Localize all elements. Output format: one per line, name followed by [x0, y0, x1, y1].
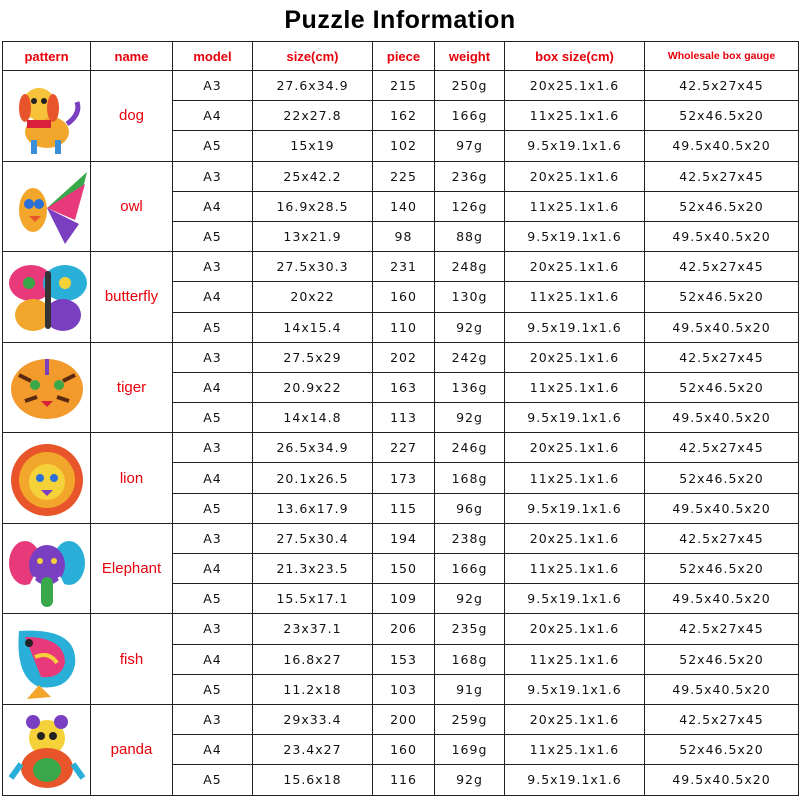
wholesale-gauge-cell: 52x46.5x20	[645, 372, 799, 402]
box-size-cell: 20x25.1x1.6	[505, 252, 645, 282]
pattern-cell	[3, 704, 91, 795]
model-cell: A5	[173, 493, 253, 523]
weight-cell: 248g	[435, 252, 505, 282]
wholesale-gauge-cell: 49.5x40.5x20	[645, 312, 799, 342]
box-size-cell: 9.5x19.1x1.6	[505, 674, 645, 704]
size-cell: 21.3x23.5	[253, 554, 373, 584]
weight-cell: 235g	[435, 614, 505, 644]
model-cell: A3	[173, 523, 253, 553]
weight-cell: 169g	[435, 735, 505, 765]
size-cell: 23x37.1	[253, 614, 373, 644]
size-cell: 15x19	[253, 131, 373, 161]
piece-cell: 173	[373, 463, 435, 493]
box-size-cell: 20x25.1x1.6	[505, 614, 645, 644]
box-size-cell: 9.5x19.1x1.6	[505, 493, 645, 523]
box-size-cell: 20x25.1x1.6	[505, 342, 645, 372]
wholesale-gauge-cell: 49.5x40.5x20	[645, 765, 799, 795]
page-title: Puzzle Information	[284, 6, 516, 34]
header-model: model	[173, 42, 253, 71]
box-size-cell: 11x25.1x1.6	[505, 372, 645, 402]
table-row	[3, 161, 799, 191]
box-size-cell: 11x25.1x1.6	[505, 554, 645, 584]
table-row	[3, 342, 799, 372]
model-cell: A4	[173, 101, 253, 131]
animal-name-cell: tiger	[91, 342, 173, 433]
wholesale-gauge-cell: 42.5x27x45	[645, 523, 799, 553]
animal-name-cell: lion	[91, 433, 173, 524]
header-pattern: pattern	[3, 42, 91, 71]
piece-cell: 200	[373, 704, 435, 734]
weight-cell: 130g	[435, 282, 505, 312]
wholesale-gauge-cell: 52x46.5x20	[645, 191, 799, 221]
size-cell: 16.8x27	[253, 644, 373, 674]
weight-cell: 246g	[435, 433, 505, 463]
puzzle-table	[2, 41, 799, 796]
model-cell: A4	[173, 735, 253, 765]
animal-name-cell: fish	[91, 614, 173, 705]
size-cell: 16.9x28.5	[253, 191, 373, 221]
model-cell: A3	[173, 614, 253, 644]
size-cell: 20.9x22	[253, 372, 373, 402]
wholesale-gauge-cell: 52x46.5x20	[645, 735, 799, 765]
piece-cell: 206	[373, 614, 435, 644]
butterfly-puzzle-icon	[5, 255, 89, 339]
model-cell: A3	[173, 71, 253, 101]
piece-cell: 231	[373, 252, 435, 282]
weight-cell: 242g	[435, 342, 505, 372]
pattern-cell	[3, 71, 91, 162]
header-box-size: box size(cm)	[505, 42, 645, 71]
weight-cell: 88g	[435, 221, 505, 251]
weight-cell: 168g	[435, 463, 505, 493]
elephant-puzzle-icon	[5, 527, 89, 611]
size-cell: 26.5x34.9	[253, 433, 373, 463]
size-cell: 15.5x17.1	[253, 584, 373, 614]
table-row	[3, 704, 799, 734]
table-row	[3, 252, 799, 282]
weight-cell: 97g	[435, 131, 505, 161]
piece-cell: 116	[373, 765, 435, 795]
weight-cell: 259g	[435, 704, 505, 734]
box-size-cell: 11x25.1x1.6	[505, 644, 645, 674]
model-cell: A5	[173, 674, 253, 704]
wholesale-gauge-cell: 52x46.5x20	[645, 282, 799, 312]
panda-puzzle-icon	[5, 708, 89, 792]
piece-cell: 202	[373, 342, 435, 372]
size-cell: 13.6x17.9	[253, 493, 373, 523]
model-cell: A3	[173, 342, 253, 372]
weight-cell: 92g	[435, 403, 505, 433]
pattern-cell	[3, 161, 91, 252]
box-size-cell: 20x25.1x1.6	[505, 704, 645, 734]
table-row	[3, 71, 799, 101]
box-size-cell: 20x25.1x1.6	[505, 161, 645, 191]
wholesale-gauge-cell: 42.5x27x45	[645, 614, 799, 644]
wholesale-gauge-cell: 49.5x40.5x20	[645, 221, 799, 251]
wholesale-gauge-cell: 52x46.5x20	[645, 554, 799, 584]
size-cell: 15.6x18	[253, 765, 373, 795]
piece-cell: 227	[373, 433, 435, 463]
piece-cell: 162	[373, 101, 435, 131]
size-cell: 14x14.8	[253, 403, 373, 433]
weight-cell: 168g	[435, 644, 505, 674]
weight-cell: 96g	[435, 493, 505, 523]
weight-cell: 126g	[435, 191, 505, 221]
model-cell: A5	[173, 403, 253, 433]
owl-puzzle-icon	[5, 164, 89, 248]
weight-cell: 136g	[435, 372, 505, 402]
model-cell: A3	[173, 252, 253, 282]
wholesale-gauge-cell: 49.5x40.5x20	[645, 131, 799, 161]
box-size-cell: 11x25.1x1.6	[505, 191, 645, 221]
lion-puzzle-icon	[5, 436, 89, 520]
model-cell: A5	[173, 765, 253, 795]
size-cell: 22x27.8	[253, 101, 373, 131]
size-cell: 20.1x26.5	[253, 463, 373, 493]
model-cell: A4	[173, 463, 253, 493]
piece-cell: 103	[373, 674, 435, 704]
size-cell: 11.2x18	[253, 674, 373, 704]
animal-name-cell: dog	[91, 71, 173, 162]
box-size-cell: 9.5x19.1x1.6	[505, 131, 645, 161]
tiger-puzzle-icon	[5, 345, 89, 429]
box-size-cell: 20x25.1x1.6	[505, 523, 645, 553]
wholesale-gauge-cell: 49.5x40.5x20	[645, 403, 799, 433]
piece-cell: 109	[373, 584, 435, 614]
pattern-cell	[3, 342, 91, 433]
wholesale-gauge-cell: 49.5x40.5x20	[645, 584, 799, 614]
weight-cell: 166g	[435, 101, 505, 131]
pattern-cell	[3, 523, 91, 614]
piece-cell: 150	[373, 554, 435, 584]
header-piece: piece	[373, 42, 435, 71]
size-cell: 25x42.2	[253, 161, 373, 191]
piece-cell: 102	[373, 131, 435, 161]
weight-cell: 166g	[435, 554, 505, 584]
wholesale-gauge-cell: 42.5x27x45	[645, 252, 799, 282]
piece-cell: 215	[373, 71, 435, 101]
box-size-cell: 9.5x19.1x1.6	[505, 584, 645, 614]
wholesale-gauge-cell: 52x46.5x20	[645, 644, 799, 674]
table-row	[3, 523, 799, 553]
weight-cell: 92g	[435, 312, 505, 342]
piece-cell: 160	[373, 282, 435, 312]
animal-name-cell: panda	[91, 704, 173, 795]
model-cell: A4	[173, 372, 253, 402]
size-cell: 27.5x29	[253, 342, 373, 372]
table-row	[3, 433, 799, 463]
model-cell: A4	[173, 191, 253, 221]
wholesale-gauge-cell: 42.5x27x45	[645, 161, 799, 191]
model-cell: A5	[173, 221, 253, 251]
table-row	[3, 614, 799, 644]
header-weight: weight	[435, 42, 505, 71]
model-cell: A3	[173, 704, 253, 734]
dog-puzzle-icon	[5, 74, 89, 158]
weight-cell: 238g	[435, 523, 505, 553]
wholesale-gauge-cell: 42.5x27x45	[645, 342, 799, 372]
animal-name-cell: butterfly	[91, 252, 173, 343]
weight-cell: 236g	[435, 161, 505, 191]
box-size-cell: 9.5x19.1x1.6	[505, 403, 645, 433]
piece-cell: 115	[373, 493, 435, 523]
model-cell: A5	[173, 584, 253, 614]
pattern-cell	[3, 433, 91, 524]
size-cell: 29x33.4	[253, 704, 373, 734]
piece-cell: 140	[373, 191, 435, 221]
header-wholesale-box-gauge: Wholesale box gauge	[645, 42, 799, 71]
pattern-cell	[3, 252, 91, 343]
size-cell: 14x15.4	[253, 312, 373, 342]
box-size-cell: 11x25.1x1.6	[505, 735, 645, 765]
header-row	[3, 42, 799, 71]
fish-puzzle-icon	[5, 617, 89, 701]
weight-cell: 250g	[435, 71, 505, 101]
pattern-cell	[3, 614, 91, 705]
header-name: name	[91, 42, 173, 71]
wholesale-gauge-cell: 49.5x40.5x20	[645, 674, 799, 704]
box-size-cell: 20x25.1x1.6	[505, 71, 645, 101]
piece-cell: 113	[373, 403, 435, 433]
model-cell: A3	[173, 433, 253, 463]
weight-cell: 92g	[435, 765, 505, 795]
model-cell: A3	[173, 161, 253, 191]
header-size: size(cm)	[253, 42, 373, 71]
box-size-cell: 11x25.1x1.6	[505, 463, 645, 493]
size-cell: 27.6x34.9	[253, 71, 373, 101]
weight-cell: 91g	[435, 674, 505, 704]
wholesale-gauge-cell: 42.5x27x45	[645, 433, 799, 463]
piece-cell: 98	[373, 221, 435, 251]
wholesale-gauge-cell: 49.5x40.5x20	[645, 493, 799, 523]
model-cell: A4	[173, 554, 253, 584]
box-size-cell: 11x25.1x1.6	[505, 101, 645, 131]
box-size-cell: 9.5x19.1x1.6	[505, 312, 645, 342]
box-size-cell: 20x25.1x1.6	[505, 433, 645, 463]
piece-cell: 160	[373, 735, 435, 765]
size-cell: 13x21.9	[253, 221, 373, 251]
box-size-cell: 11x25.1x1.6	[505, 282, 645, 312]
piece-cell: 110	[373, 312, 435, 342]
model-cell: A5	[173, 131, 253, 161]
wholesale-gauge-cell: 52x46.5x20	[645, 463, 799, 493]
piece-cell: 194	[373, 523, 435, 553]
wholesale-gauge-cell: 52x46.5x20	[645, 101, 799, 131]
model-cell: A5	[173, 312, 253, 342]
piece-cell: 153	[373, 644, 435, 674]
box-size-cell: 9.5x19.1x1.6	[505, 221, 645, 251]
piece-cell: 163	[373, 372, 435, 402]
weight-cell: 92g	[435, 584, 505, 614]
model-cell: A4	[173, 282, 253, 312]
size-cell: 27.5x30.3	[253, 252, 373, 282]
wholesale-gauge-cell: 42.5x27x45	[645, 71, 799, 101]
size-cell: 27.5x30.4	[253, 523, 373, 553]
model-cell: A4	[173, 644, 253, 674]
wholesale-gauge-cell: 42.5x27x45	[645, 704, 799, 734]
size-cell: 20x22	[253, 282, 373, 312]
piece-cell: 225	[373, 161, 435, 191]
animal-name-cell: Elephant	[91, 523, 173, 614]
animal-name-cell: owl	[91, 161, 173, 252]
box-size-cell: 9.5x19.1x1.6	[505, 765, 645, 795]
size-cell: 23.4x27	[253, 735, 373, 765]
